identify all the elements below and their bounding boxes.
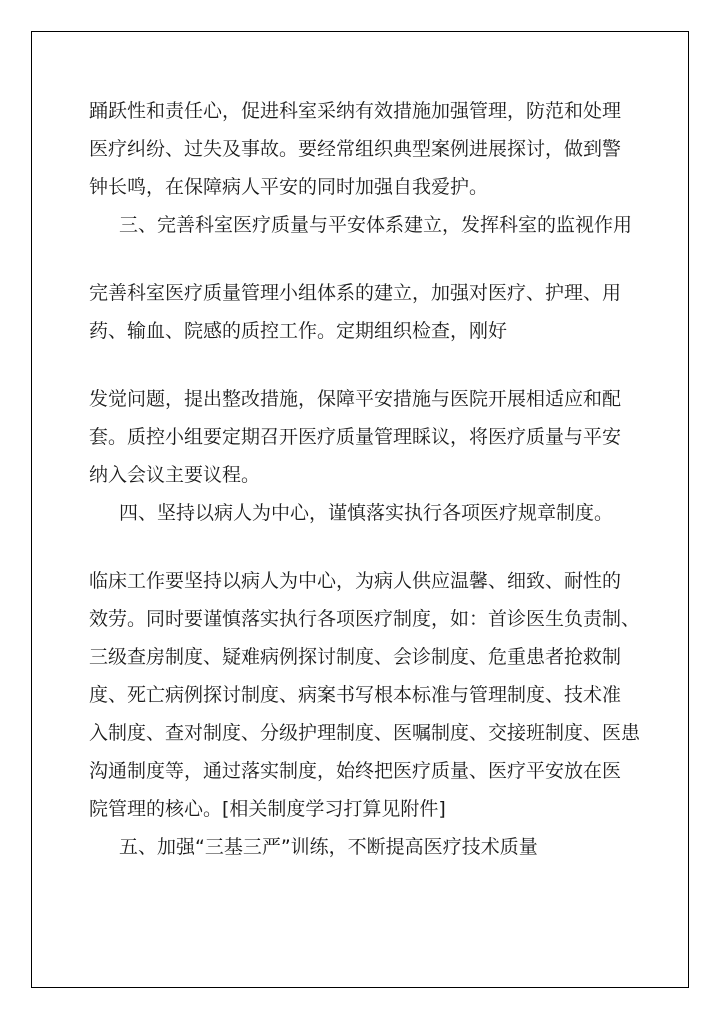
blank-gap bbox=[89, 350, 649, 380]
text-line: 临床工作要坚持以病人为中心，为病人供应温馨、细致、耐性的 bbox=[89, 570, 622, 592]
text-line: 发觉问题，提出整改措施，保障平安措施与医院开展相适应和配 bbox=[89, 388, 622, 410]
text-line: 入制度、查对制度、分级护理制度、医嘱制度、交接班制度、医患 bbox=[89, 722, 641, 744]
paragraph-2 bbox=[89, 274, 649, 350]
text-line: 院管理的核心。[相关制度学习打算见附件] bbox=[89, 798, 446, 820]
text-line: 沟通制度等，通过落实制度，始终把医疗质量、医疗平安放在医 bbox=[89, 760, 622, 782]
section-heading-3: 三、完善科室医疗质量与平安体系建立，发挥科室的监视作用 bbox=[119, 214, 633, 236]
paragraph-1 bbox=[89, 92, 649, 206]
paragraph-3 bbox=[89, 380, 649, 494]
text-line: 度、死亡病例探讨制度、病案书写根本标准与管理制度、技术准 bbox=[89, 684, 622, 706]
paragraph-4 bbox=[89, 562, 649, 828]
text-line: 踊跃性和责任心，促进科室采纳有效措施加强管理，防范和处理 bbox=[89, 100, 622, 122]
text-line: 医疗纠纷、过失及事故。要经常组织典型案例进展探讨，做到警 bbox=[89, 138, 622, 160]
blank-gap bbox=[89, 244, 649, 274]
text-line: 完善科室医疗质量管理小组体系的建立，加强对医疗、护理、用 bbox=[89, 282, 622, 304]
text-line: 纳入会议主要议程。 bbox=[89, 464, 261, 486]
text-line: 套。质控小组要定期召开医疗质量管理睬议，将医疗质量与平安 bbox=[89, 426, 622, 448]
text-line: 效劳。同时要谨慎落实执行各项医疗制度，如：首诊医生负责制、 bbox=[89, 608, 641, 630]
section-heading-4: 四、坚持以病人为中心，谨慎落实执行各项医疗规章制度。 bbox=[119, 502, 614, 524]
text-line: 钟长鸣，在保障病人平安的同时加强自我爱护。 bbox=[89, 176, 489, 198]
text-line: 药、输血、院感的质控工作。定期组织检查，刚好 bbox=[89, 320, 508, 342]
blank-gap bbox=[89, 532, 649, 562]
text-line: 三级查房制度、疑难病例探讨制度、会诊制度、危重患者抢救制 bbox=[89, 646, 622, 668]
section-heading-5: 五、加强“三基三严”训练，不断提高医疗技术质量 bbox=[119, 836, 538, 858]
document-body bbox=[89, 92, 649, 866]
